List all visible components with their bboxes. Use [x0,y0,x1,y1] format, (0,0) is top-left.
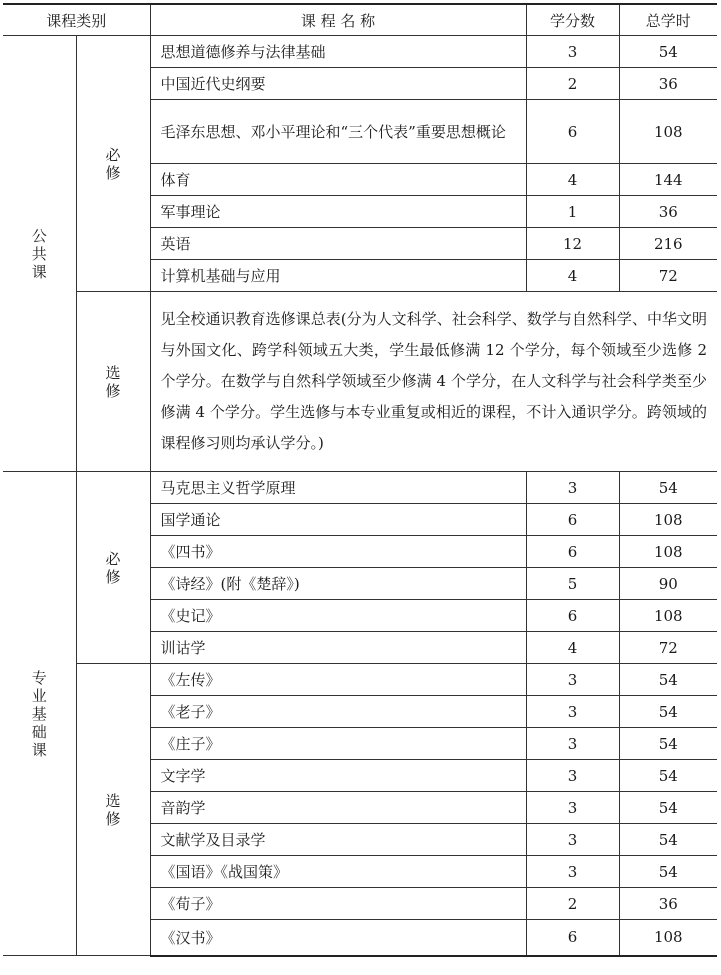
course-hours: 54 [619,664,717,696]
course-hours: 108 [619,600,717,632]
course-credits: 4 [526,260,619,292]
course-credits: 6 [526,920,619,956]
course-credits: 4 [526,632,619,664]
header-category: 课程类别 [3,4,150,36]
course-hours: 144 [619,164,717,196]
course-hours: 72 [619,632,717,664]
course-credits: 1 [526,196,619,228]
subcategory-specialized-elective [76,664,150,956]
course-hours: 54 [619,36,717,68]
course-credits: 3 [526,664,619,696]
course-name: 马克思主义哲学原理 [150,472,526,504]
table-row [3,36,717,68]
course-credits: 3 [526,792,619,824]
category-specialized-label: 专业基础课 [31,668,47,759]
course-hours: 54 [619,728,717,760]
course-hours: 36 [619,888,717,920]
header-hours: 总学时 [619,4,717,36]
course-hours: 108 [619,504,717,536]
course-hours: 54 [619,760,717,792]
course-credits: 3 [526,696,619,728]
subcategory-label: 必修 [105,549,121,586]
header-course-name: 课 程 名 称 [150,4,526,36]
table-row [3,664,717,696]
course-credits: 3 [526,36,619,68]
course-credits: 12 [526,228,619,260]
course-credits: 6 [526,504,619,536]
course-credits: 6 [526,536,619,568]
course-credits: 6 [526,100,619,164]
course-name: 中国近代史纲要 [150,68,526,100]
subcategory-public-elective [76,292,150,472]
course-name: 《荀子》 [150,888,526,920]
subcategory-label: 必修 [105,145,121,182]
course-credits: 2 [526,888,619,920]
course-hours: 54 [619,824,717,856]
course-hours: 54 [619,472,717,504]
course-name: 《史记》 [150,600,526,632]
subcategory-label: 选修 [105,791,121,828]
course-hours: 216 [619,228,717,260]
course-hours: 54 [619,696,717,728]
course-name: 音韵学 [150,792,526,824]
course-credits: 2 [526,68,619,100]
header-credits: 学分数 [526,4,619,36]
course-hours: 108 [619,536,717,568]
course-name: 《诗经》(附《楚辞》) [150,568,526,600]
course-name: 国学通论 [150,504,526,536]
course-name: 英语 [150,228,526,260]
course-credits: 3 [526,824,619,856]
course-hours: 36 [619,68,717,100]
course-name: 军事理论 [150,196,526,228]
course-credits: 3 [526,856,619,888]
table-row [3,472,717,504]
course-hours: 54 [619,792,717,824]
course-credits: 3 [526,472,619,504]
course-name: 训诂学 [150,632,526,664]
course-name: 《四书》 [150,536,526,568]
course-hours: 54 [619,856,717,888]
course-hours: 36 [619,196,717,228]
course-name: 体育 [150,164,526,196]
course-name: 《左传》 [150,664,526,696]
subcategory-label: 选修 [105,363,121,400]
category-specialized [3,472,76,956]
course-hours: 108 [619,920,717,956]
course-name: 毛泽东思想、邓小平理论和“三个代表”重要思想概论 [150,100,526,164]
course-hours: 108 [619,100,717,164]
course-credits: 4 [526,164,619,196]
course-table [3,3,717,957]
subcategory-public-required [76,36,150,292]
course-credits: 6 [526,600,619,632]
course-credits: 3 [526,760,619,792]
course-credits: 3 [526,728,619,760]
course-name: 《国语》《战国策》 [150,856,526,888]
course-name: 《庄子》 [150,728,526,760]
subcategory-specialized-required [76,472,150,664]
course-name: 《老子》 [150,696,526,728]
course-name: 《汉书》 [150,920,526,956]
category-public-label: 公共课 [31,226,47,281]
course-hours: 90 [619,568,717,600]
table-header-row [3,4,717,36]
course-credits: 5 [526,568,619,600]
category-public [3,36,76,472]
course-name: 计算机基础与应用 [150,260,526,292]
table-row [3,292,717,472]
course-name: 文字学 [150,760,526,792]
course-table-container [3,3,717,957]
elective-description: 见全校通识教育选修课总表(分为人文科学、社会科学、数学与自然科学、中华文明与外国文化、跨学科领域五大类，学生最低修满 12 个学分，每个领域至少选修 2 个学分。在数学与自然科学领域至少修满 4 个学分，在人文科学与社会科学类至少修满 4 个学分。学生选修与本专业重复或相近的课程，不计入通识学分。跨领域的课程修习则均承认学分。) [150,292,717,472]
course-name: 文献学及目录学 [150,824,526,856]
course-name: 思想道德修养与法律基础 [150,36,526,68]
course-hours: 72 [619,260,717,292]
